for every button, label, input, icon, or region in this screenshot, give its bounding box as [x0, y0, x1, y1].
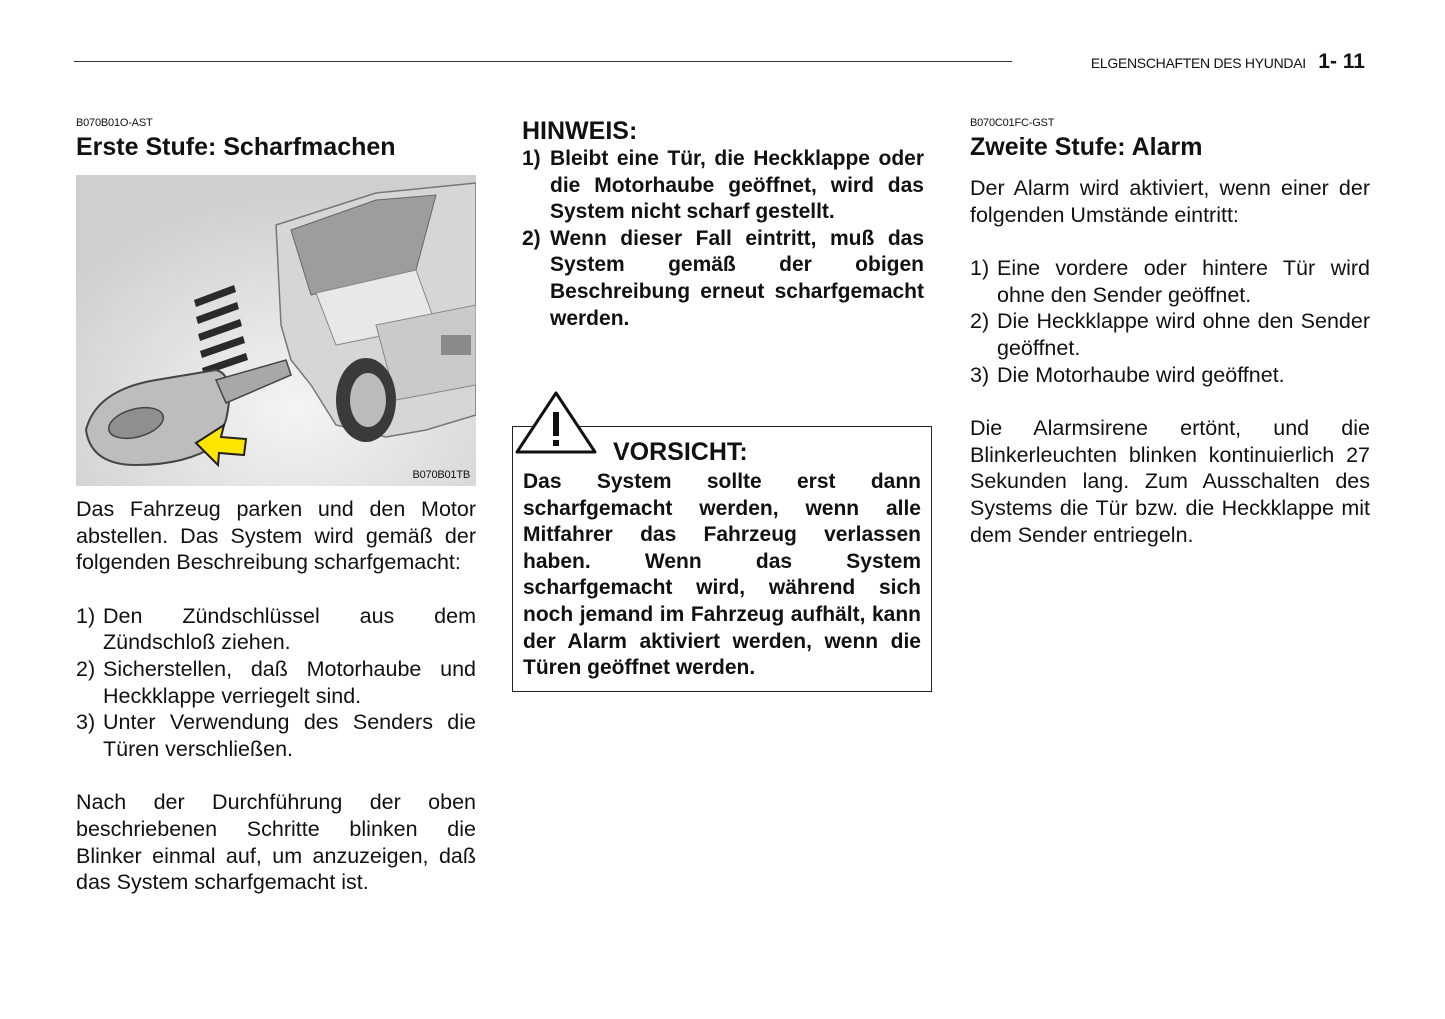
figure-label: B070B01TB — [412, 469, 470, 481]
list-number: 2) — [970, 309, 990, 334]
steps-list — [76, 603, 476, 763]
list-number: 1) — [522, 147, 541, 170]
intro-paragraph: Das Fahrzeug parken und den Motor abstellen. Das System wird gemäß der folgenden Beschreibung scharfgemacht: — [76, 497, 476, 575]
warning-title: VORSICHT: — [613, 438, 748, 466]
intro-paragraph: Der Alarm wird aktiviert, wenn einer der folgenden Umstände eintritt: — [970, 176, 1370, 227]
list-item — [970, 308, 1370, 361]
list-text: Eine vordere oder hintere Tür wird ohne den Sender geöffnet. — [997, 256, 1370, 307]
list-text: Wenn dieser Fall eintritt, muß das System gemäß der obigen Beschreibung erneut scharfgemacht werden. — [550, 226, 924, 330]
list-item — [76, 603, 476, 656]
list-item — [522, 226, 924, 332]
alarm-paragraph: Die Alarmsirene ertönt, und die Blinkerleuchten blinken kontinuierlich 27 Sekunden lang. Zum Ausschalten des Systems die Tür bzw. die Heckklappe mit dem Sender entriegeln. — [970, 416, 1370, 547]
section-heading: Erste Stufe: Scharfmachen — [76, 133, 396, 161]
result-paragraph: Nach der Durchführung der oben beschriebenen Schritte blinken die Blinker einmal auf, um anzuzeigen, daß das System scharfgemacht ist. — [76, 790, 476, 895]
list-number: 1) — [76, 603, 96, 628]
list-item — [76, 709, 476, 762]
header-section-title: ELGENSCHAFTEN DES HYUNDAI — [1090, 55, 1306, 71]
section-heading: Zweite Stufe: Alarm — [970, 133, 1203, 161]
list-item — [76, 656, 476, 709]
page-number: 1- 11 — [1318, 50, 1365, 73]
notes-list — [522, 146, 924, 332]
warning-triangle-icon — [514, 390, 598, 456]
list-number: 2) — [522, 226, 541, 250]
list-item — [522, 146, 924, 226]
list-number: 3) — [970, 362, 990, 387]
list-text: Sicherstellen, daß Motorhaube und Heckklappe verriegelt sind. — [103, 656, 476, 708]
warning-box — [512, 426, 932, 692]
list-text: Unter Verwendung des Senders die Türen verschließen. — [103, 710, 476, 761]
header-rule — [74, 61, 1012, 62]
list-item — [970, 362, 1370, 389]
list-text: Die Motorhaube wird geöffnet. — [997, 362, 1285, 387]
car-key-illustration — [76, 175, 476, 486]
car-illustration-svg — [76, 175, 476, 486]
section-code: B070B01O-AST — [76, 117, 153, 129]
note-title: HINWEIS: — [522, 117, 638, 145]
list-number: 1) — [970, 256, 990, 281]
page-header — [1091, 50, 1365, 74]
list-text: Die Heckklappe wird ohne den Sender geöffnet. — [997, 309, 1370, 360]
list-number: 2) — [76, 656, 96, 681]
list-number: 3) — [76, 710, 96, 735]
conditions-list — [970, 255, 1370, 388]
section-code: B070C01FC-GST — [970, 117, 1055, 129]
left-column — [76, 116, 476, 896]
list-text: Bleibt eine Tür, die Heckklappe oder die Motorhaube geöffnet, wird das System nicht scharf gestellt. — [550, 147, 924, 224]
list-item — [970, 255, 1370, 308]
middle-column — [522, 116, 924, 332]
right-column — [970, 116, 1370, 548]
list-text: Den Zündschlüssel aus dem Zündschloß ziehen. — [103, 603, 476, 655]
warning-text: Das System sollte erst dann scharfgemacht werden, wenn alle Mitfahrer das Fahrzeug verlassen haben. Wenn das System scharfgemacht wird, während sich noch jemand im Fahrzeug aufhält, kann der Alarm aktiviert werden, wenn die Türen geöffnet werden. — [523, 470, 921, 680]
